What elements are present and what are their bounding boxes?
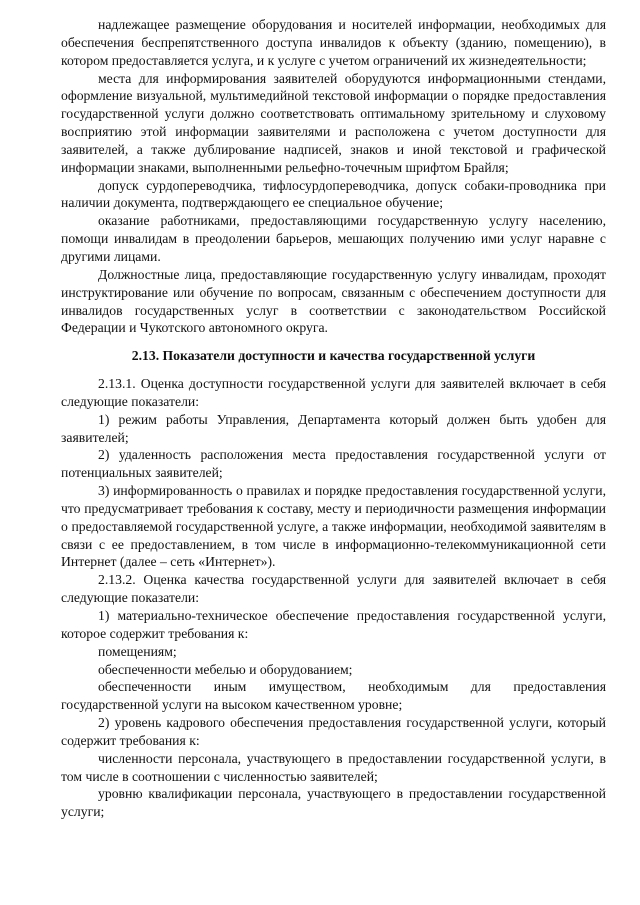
list-item-working-hours: 1) режим работы Управления, Департамента который должен быть удобен для заявителей; bbox=[61, 411, 606, 445]
list-item-staff-qualification: уровню квалификации персонала, участвующего в предоставлении государственной услуги; bbox=[61, 786, 606, 820]
paragraph-2-13-1: 2.13.1. Оценка доступности государственной услуги для заявителей включает в себя следующие показатели: bbox=[61, 376, 606, 409]
list-item-other-property: обеспеченности иным имуществом, необходимым для предоставления государственной услуги на высоком качественном уровне; bbox=[61, 679, 606, 713]
paragraph-officials-training: Должностные лица, предоставляющие государственную услугу инвалидам, проходят инструктирование или обучение по вопросам, связанным с обеспечением доступности для инвалидов государственных услуг в соответствии с законодательством Российской Федерации и Чукотского автономного округа. bbox=[61, 266, 606, 336]
list-item-staff-number: численности персонала, участвующего в предоставлении государственной услуги, в том числе в соотношении с численностью заявителей; bbox=[61, 750, 606, 784]
list-item-awareness: 3) информированность о правилах и порядке предоставления государственной услуги, что предусматривает требования к составу, месту и периодичности размещения информации о предоставляемой государственной услуге, а также информации, необходимой заявителям в связи с ее предоставлением, в том числе в информационно-телекоммуникационной сети Интернет (далее – сеть «Интернет»). bbox=[61, 483, 606, 570]
section-heading: 2.13. Показатели доступности и качества государственной услуги bbox=[131, 348, 536, 364]
paragraph-staff-assistance: оказание работниками, предоставляющими государственную услугу населению, помощи инвалидам в преодолении барьеров, мешающих получению ими услуг наравне с другими лицами. bbox=[61, 213, 606, 264]
paragraph-information-stands: места для информирования заявителей оборудуются информационными стендами, оформление визуальной, мультимедийной текстовой информации о порядке предоставления государственной услуги должно соответствовать оптимальному зрительному и слуховому восприятию этой информации заявителями и расположена с учетом доступности для заявителей, а также дублирование надписей, знаков и иной текстовой и графической информации знаками, выполненными рельефно-точечным шрифтом Брайля; bbox=[61, 70, 606, 175]
paragraph-sign-interpreter: допуск сурдопереводчика, тифлосурдопереводчика, допуск собаки-проводника при наличии документа, подтверждающего ее специальное обучение; bbox=[61, 177, 606, 211]
list-item-premises: помещениям; bbox=[98, 643, 177, 659]
list-item-material-support: 1) материально-техническое обеспечение предоставления государственной услуги, которое содержит требования к: bbox=[61, 608, 606, 641]
list-item-distance: 2) удаленность расположения места предоставления государственной услуги от потенциальных заявителей; bbox=[61, 447, 606, 481]
list-item-staffing: 2) уровень кадрового обеспечения предоставления государственной услуги, который содержит требования к: bbox=[61, 715, 606, 748]
paragraph-equipment-placement: надлежащее размещение оборудования и носителей информации, необходимых для обеспечения беспрепятственного доступа инвалидов к объекту (зданию, помещению), в котором предоставляется услуга, и к услуге с учетом ограничений их жизнедеятельности; bbox=[61, 17, 606, 68]
paragraph-2-13-2: 2.13.2. Оценка качества государственной услуги для заявителей включает в себя следующие показатели: bbox=[61, 572, 606, 606]
list-item-furniture: обеспеченности мебелью и оборудованием; bbox=[98, 661, 353, 677]
